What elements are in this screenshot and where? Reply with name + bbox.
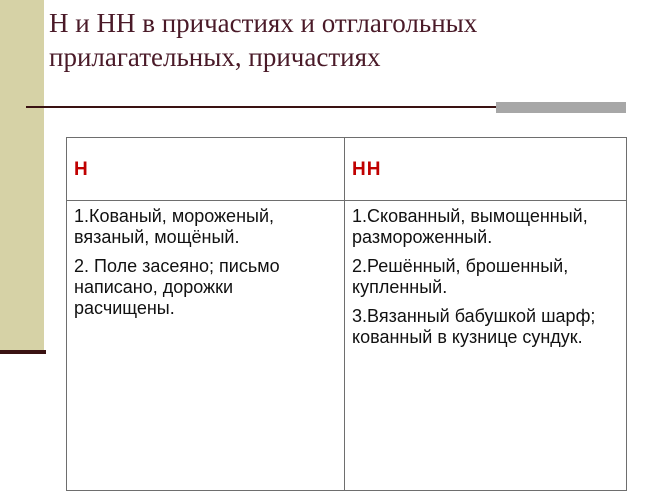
list-item: 2.Решённый, брошенный, купленный.: [352, 256, 569, 297]
title-divider: [26, 106, 499, 108]
table-row: [67, 201, 627, 491]
cell-nn-examples: [345, 201, 627, 491]
list-item: 1.Кованый, мороженый, вязаный, мощёный.: [74, 206, 275, 247]
header-cell-n: Н: [67, 138, 345, 201]
header-cell-nn: НН: [345, 138, 627, 201]
rules-table: [66, 137, 627, 491]
slide-title-line-2: прилагательных, причастиях: [49, 42, 381, 72]
list-item: 1.Скованный, вымощенный, размороженный.: [352, 206, 588, 247]
decorative-side-bar: [0, 0, 44, 352]
list-item: 3.Вязанный бабушкой шарф; кованный в кузнице сундук.: [352, 306, 596, 347]
cell-n-examples: [67, 201, 345, 491]
slide-title: [49, 6, 649, 74]
list-item: 2. Поле засеяно; письмо написано, дорожки расчищены.: [74, 256, 280, 318]
title-divider-accent: [496, 102, 626, 113]
slide-title-line-1: Н и НН в причастиях и отглагольных: [49, 8, 478, 38]
table-header-row: [67, 138, 627, 201]
side-bar-underline: [0, 350, 46, 354]
